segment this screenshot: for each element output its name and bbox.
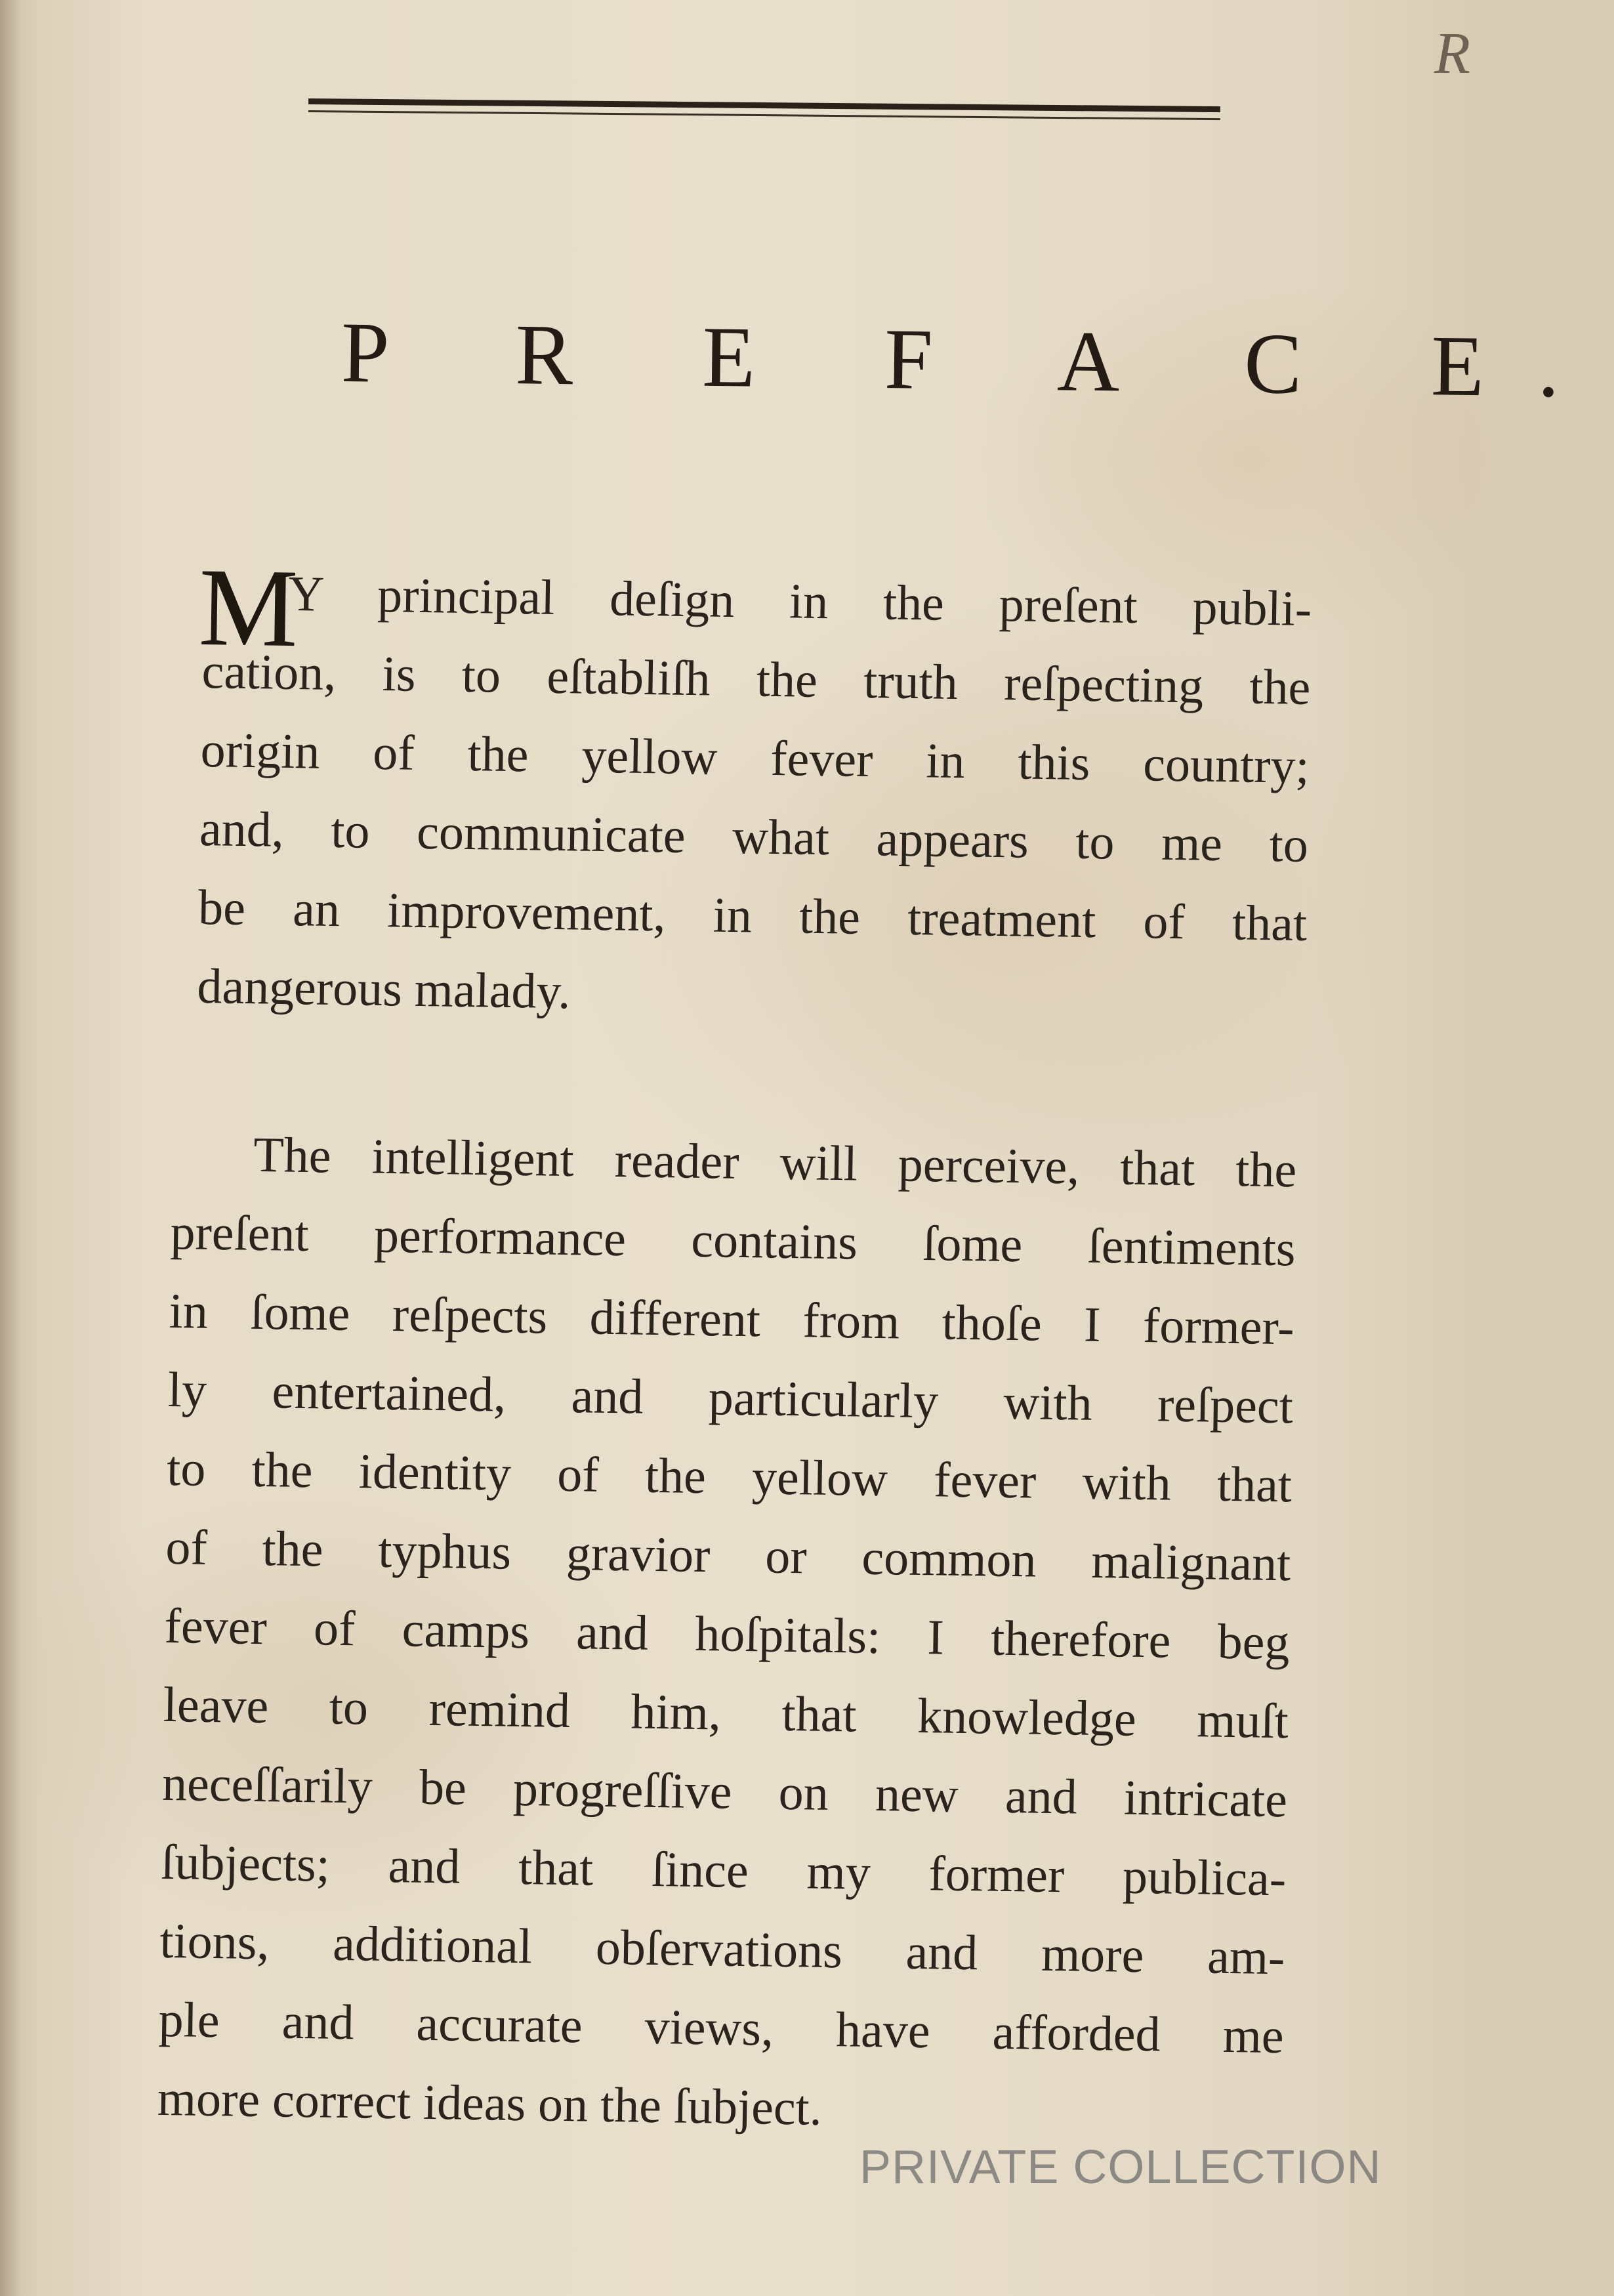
header-rule-thick	[308, 98, 1220, 112]
paragraph-2-line-8: leave to remind him, that knowledge muſt	[163, 1677, 1289, 1749]
paragraph-2-line-7: fever of camps and hoſpitals: I therefore beg	[164, 1598, 1291, 1671]
paragraph-2-line-12: ple and accurate views, have afforded me	[158, 1992, 1285, 2064]
paragraph-2-line-6: of the typhus gravior or common malignant	[165, 1519, 1291, 1592]
corner-pencil-mark: R	[1434, 21, 1470, 86]
paragraph-2-line-1: The intelligent reader will perceive, that the	[253, 1127, 1297, 1198]
paragraph-2-line-11: tions, additional obſervations and more am-	[159, 1913, 1285, 1986]
drop-cap: M	[197, 545, 299, 671]
paragraph-1-line-2: cation, is to eſtabliſh the truth reſpecting the	[201, 643, 1312, 716]
header-rule-thin	[308, 110, 1220, 120]
header-double-rule	[308, 98, 1220, 120]
paragraph-1-line-3: origin of the yellow fever in this country;	[200, 722, 1310, 795]
paragraph-2-line-10: ſubjects; and that ſince my former publica-	[160, 1834, 1287, 1907]
page-title: P R E F A C E.	[341, 304, 1614, 416]
page-edge	[0, 0, 20, 2296]
paragraph-2-line-2: preſent performance contains ſome ſentiments	[169, 1204, 1296, 1277]
paragraph-1-line-1: Y principal deſign in the preſent publi-	[287, 566, 1312, 637]
paragraph-2-line-5: to the identity of the yellow fever with that	[166, 1440, 1293, 1513]
watermark: PRIVATE COLLECTION	[859, 2141, 1382, 2194]
paragraph-1-line-6: dangerous malady.	[196, 958, 571, 1020]
paragraph-1-line-5: be an improvement, in the treatment of that	[197, 879, 1308, 952]
paragraph-2-line-3: in ſome reſpects different from thoſe I former-	[169, 1283, 1295, 1356]
paragraph-2-line-13: more correct ideas on the ſubject.	[157, 2070, 823, 2136]
paragraph-1-line-4: and, to communicate what appears to me to	[199, 801, 1309, 873]
paragraph-2-line-9: neceſſarily be progreſſive on new and intricate	[161, 1755, 1288, 1828]
paragraph-2-line-4: ly entertained, and particularly with reſpect	[167, 1362, 1294, 1434]
